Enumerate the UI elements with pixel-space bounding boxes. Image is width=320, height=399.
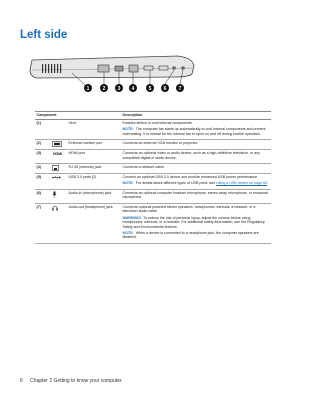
- note-paragraph: [123, 216, 270, 230]
- table-header-row: [35, 112, 271, 120]
- table-row: [35, 203, 271, 243]
- component-name: USB 3.0 ports (2): [67, 173, 121, 189]
- note-label: NOTE:: [122, 127, 134, 132]
- note-text-end: .: [267, 181, 269, 186]
- note-label: NOTE:: [122, 181, 134, 186]
- description-text: Connect an optional USB 3.0 device and provide enhanced USB power performance.: [122, 175, 259, 180]
- note-paragraph: [123, 231, 270, 240]
- page-number: 6: [20, 378, 23, 384]
- description-column-header: Description: [121, 112, 271, 120]
- row-number: (5): [35, 173, 50, 189]
- callout-5: 5: [148, 85, 152, 92]
- row-number: (6): [35, 189, 50, 203]
- component-description: [121, 189, 271, 203]
- callout-7: 7: [178, 85, 182, 92]
- table-row: [35, 140, 271, 150]
- callout-2: 2: [102, 85, 106, 92]
- row-number: (7): [35, 203, 50, 243]
- row-number: (2): [35, 140, 50, 150]
- external-monitor-icon: [52, 141, 66, 147]
- laptop-left-side-illustration: [28, 50, 198, 100]
- callout-6: 6: [163, 85, 167, 92]
- component-name: Audio-out (headphone) jack: [67, 203, 121, 243]
- description-text: Connects an optional computer headset microphone, stereo array microphone, or monaural microphone.: [122, 190, 268, 200]
- row-number: (3): [35, 149, 50, 163]
- components-table-body: [35, 119, 271, 243]
- chapter-label: Chapter 2 Getting to know your computer: [30, 378, 122, 384]
- svg-text:HDMI: HDMI: [52, 151, 62, 156]
- usb-3-icon: [52, 175, 66, 180]
- description-text: Connects a network cable.: [122, 165, 165, 170]
- table-row: [35, 149, 271, 163]
- component-description: [121, 173, 271, 189]
- note-label: WARNING!: [122, 215, 142, 220]
- description-text: Connects an optional video or audio device, such as a high-definition television, or any compatible digital or audio device.: [122, 151, 260, 160]
- component-name: HDMI port: [67, 149, 121, 163]
- note-paragraph: [123, 127, 270, 136]
- component-description: [121, 164, 271, 174]
- callout-1: 1: [86, 85, 90, 92]
- note-text: For details about different types of USB ports, see: [135, 181, 217, 186]
- component-description: [121, 140, 271, 150]
- components-table: [35, 111, 271, 244]
- table-row: [35, 119, 271, 139]
- note-label: NOTE:: [122, 230, 134, 235]
- note-text: The computer fan starts up automatically to cool internal components and prevent overheating. It is normal for the internal fan to cycle on and off during routine operation.: [122, 127, 266, 136]
- callout-4: 4: [131, 85, 135, 92]
- hdmi-icon: [52, 151, 66, 156]
- table-row: [35, 164, 271, 174]
- component-description: [121, 203, 271, 243]
- headphone-icon: [52, 205, 66, 211]
- description-text: Enables airflow to cool internal components.: [122, 121, 193, 126]
- note-text: To reduce the risk of personal injury, adjust the volume before using headphones, earbuds, or a headset. For additional safety information, see the Regulatory, Safety and Environmental Notices.: [122, 215, 266, 229]
- page-title: Left side: [20, 29, 68, 41]
- component-description: [121, 119, 271, 139]
- callout-3: 3: [117, 85, 121, 92]
- note-text: When a device is connected to a headphone jack, the computer speakers are disabled.: [122, 230, 259, 240]
- note-paragraph: [123, 181, 270, 186]
- row-number: (4): [35, 164, 50, 174]
- component-column-header: Component: [35, 112, 121, 120]
- row-number: (1): [35, 119, 50, 139]
- component-name: RJ-45 (network) jack: [67, 164, 121, 174]
- network-icon: [52, 165, 66, 171]
- table-row: [35, 189, 271, 203]
- description-text: Connects optional powered stereo speakers, headphones, earbuds, a headset, or a television audio cable.: [122, 204, 256, 214]
- component-name: Vent: [67, 119, 121, 139]
- table-row: [35, 173, 271, 189]
- component-name: External monitor port: [67, 140, 121, 150]
- component-name: Audio-in (microphone) jack: [67, 189, 121, 203]
- microphone-icon: [52, 191, 66, 198]
- description-text: Connects an external VGA monitor or projector.: [122, 141, 198, 146]
- cross-reference-link[interactable]: Using a USB device on page 60: [216, 181, 268, 186]
- component-description: [121, 149, 271, 163]
- page-footer: [20, 378, 122, 384]
